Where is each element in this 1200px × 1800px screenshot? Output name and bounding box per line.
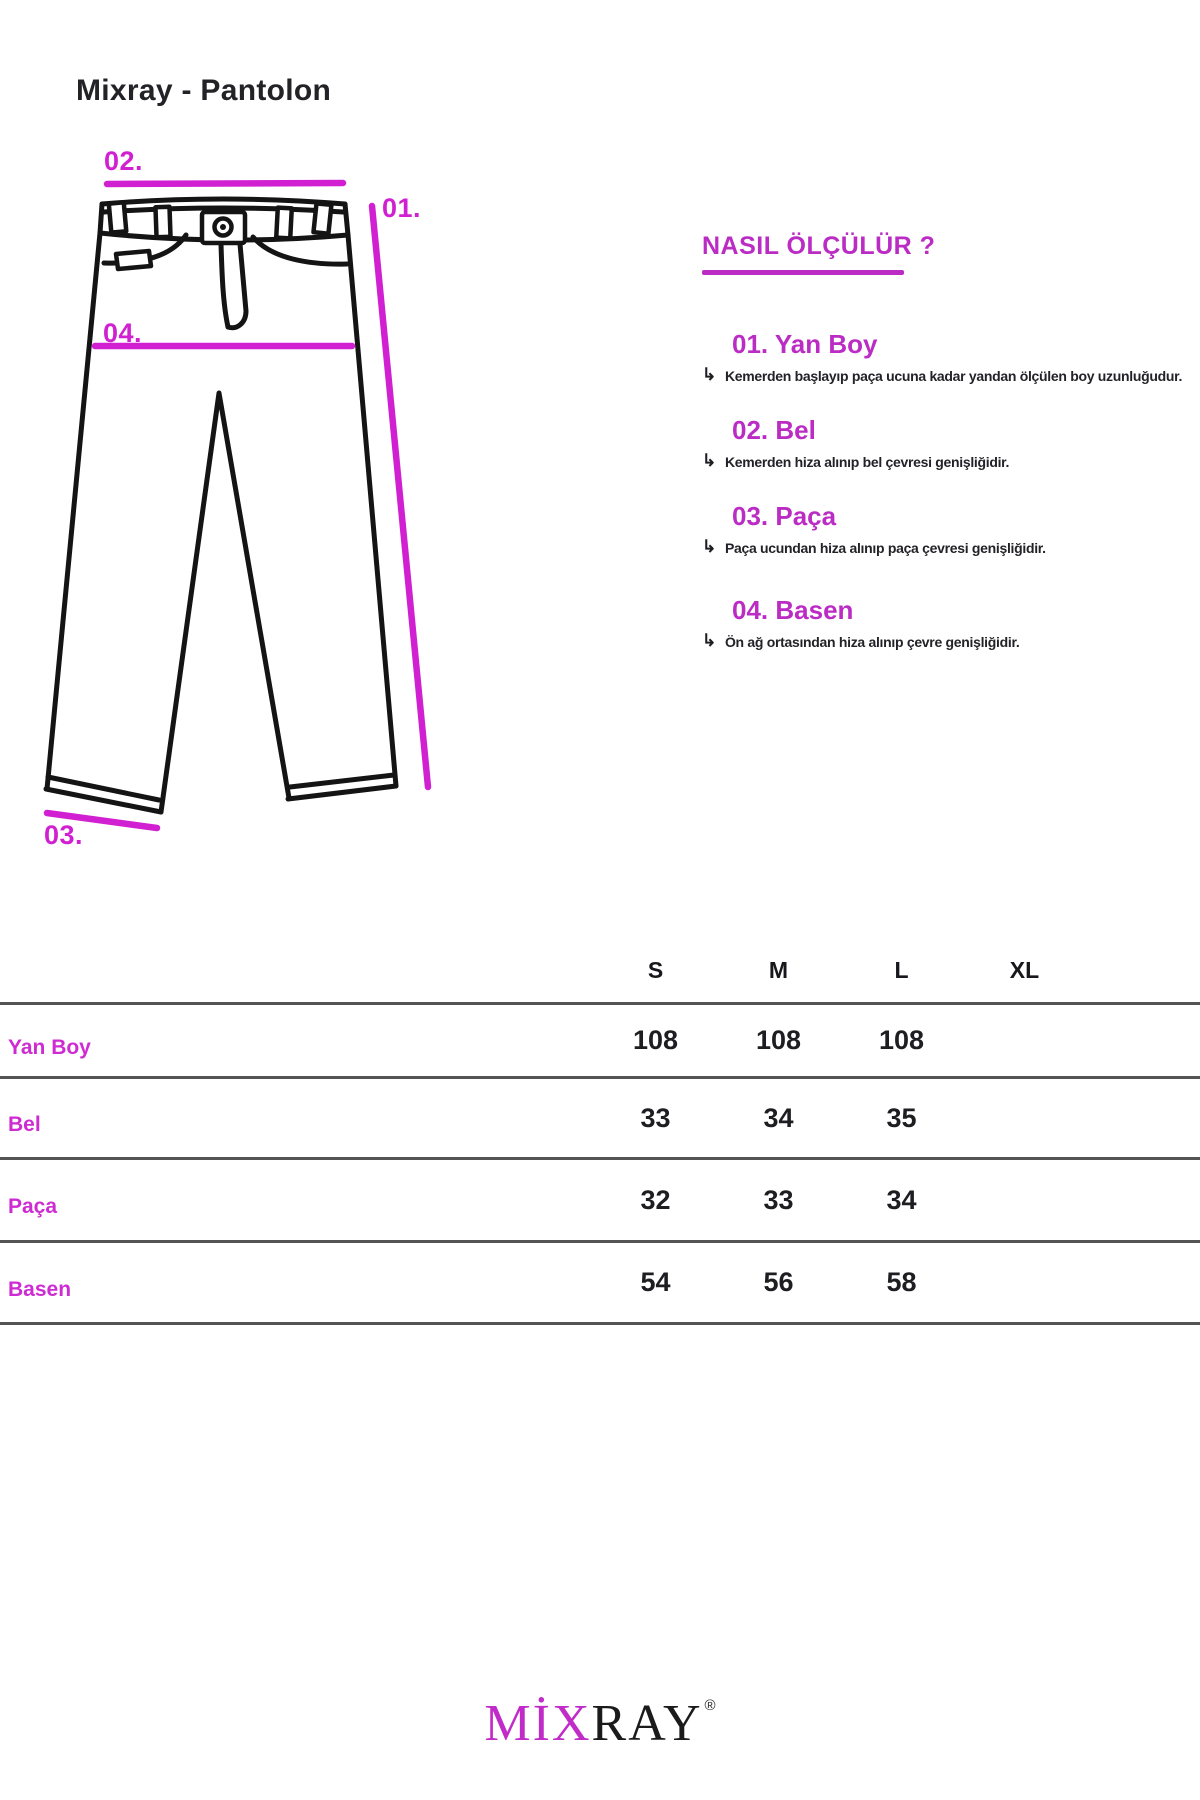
column-header-s: S [647,956,664,983]
pants-diagram [0,0,460,870]
right-hem [288,786,396,799]
row-label: Paça [8,1195,58,1218]
cell-value: 108 [755,1025,802,1055]
section-heading: 03. Paça [732,501,837,531]
measure-label-03: 03. [44,820,84,850]
table-row-paca [0,1160,1200,1243]
section-description: Kemerden başlayıp paça ucuna kadar yandan ölçülen boy uzunluğudur. [724,368,1183,384]
table-row-basen [0,1243,1200,1325]
how-to-measure-title: NASIL ÖLÇÜLÜR ? [702,232,936,260]
registered-trademark-icon: ® [704,1697,716,1714]
return-arrow-icon: ↳ [702,365,716,384]
left-hem [46,789,161,812]
coin-pocket [116,251,151,269]
cell-value: 56 [763,1267,794,1297]
cell-value: 34 [886,1184,917,1215]
right-outer-seam [348,235,396,786]
section-description: Ön ağ ortasından hiza alınıp çevre genişliğidir. [724,634,1020,650]
row-label: Bel [8,1113,41,1136]
title-underline [702,270,904,275]
fly-seam [221,244,228,327]
cell-value: 54 [640,1267,671,1297]
return-arrow-icon: ↳ [702,451,716,470]
brand-logo-mix: MİX [484,1695,592,1752]
section-description: Paça ucundan hiza alınıp paça çevresi genişliğidir. [724,540,1046,556]
brand-logo [0,1694,1200,1753]
row-label: Yan Boy [8,1035,91,1059]
measure-line-02-waist [107,183,343,184]
measure-label-01: 01. [382,193,422,223]
section-heading: 02. Bel [732,415,816,445]
table-row-yan-boy [0,1005,1200,1079]
row-label: Basen [8,1277,72,1301]
measure-section-bel [702,413,1200,473]
section-description: Kemerden hiza alınıp bel çevresi genişliğidir. [724,454,1010,470]
left-outer-seam [47,233,100,789]
column-header-xl: XL [1009,956,1040,983]
inseams [161,393,289,812]
cell-value: 35 [886,1102,917,1133]
waist-top-line [102,199,345,204]
cell-value: 108 [632,1025,679,1055]
measure-section-yan-boy [702,327,1200,387]
size-table [0,938,1200,1325]
how-to-measure-panel [702,231,1200,653]
return-arrow-icon: ↳ [702,631,716,650]
cell-value: 33 [763,1184,794,1215]
cell-value: 108 [878,1025,925,1055]
page-title: Mixray - Pantolon [76,74,332,107]
cell-value: 32 [640,1184,671,1215]
cell-value: 33 [640,1102,671,1133]
table-row-bel [0,1079,1200,1160]
measure-section-paca [702,499,1200,559]
measure-line-01-length [372,206,428,787]
section-heading: 04. Basen [732,595,854,625]
brand-logo-ray: RAY [591,1695,703,1752]
size-table-header-row [0,938,1200,1005]
column-header-m: M [768,956,789,983]
column-header-l: L [894,956,909,983]
return-arrow-icon: ↳ [702,537,716,556]
measure-section-basen [702,593,1200,653]
measure-label-02: 02. [104,146,144,176]
section-heading: 01. Yan Boy [732,329,878,359]
cell-value: 34 [763,1102,794,1133]
cell-value: 58 [886,1267,917,1297]
measure-label-04: 04. [103,318,143,348]
